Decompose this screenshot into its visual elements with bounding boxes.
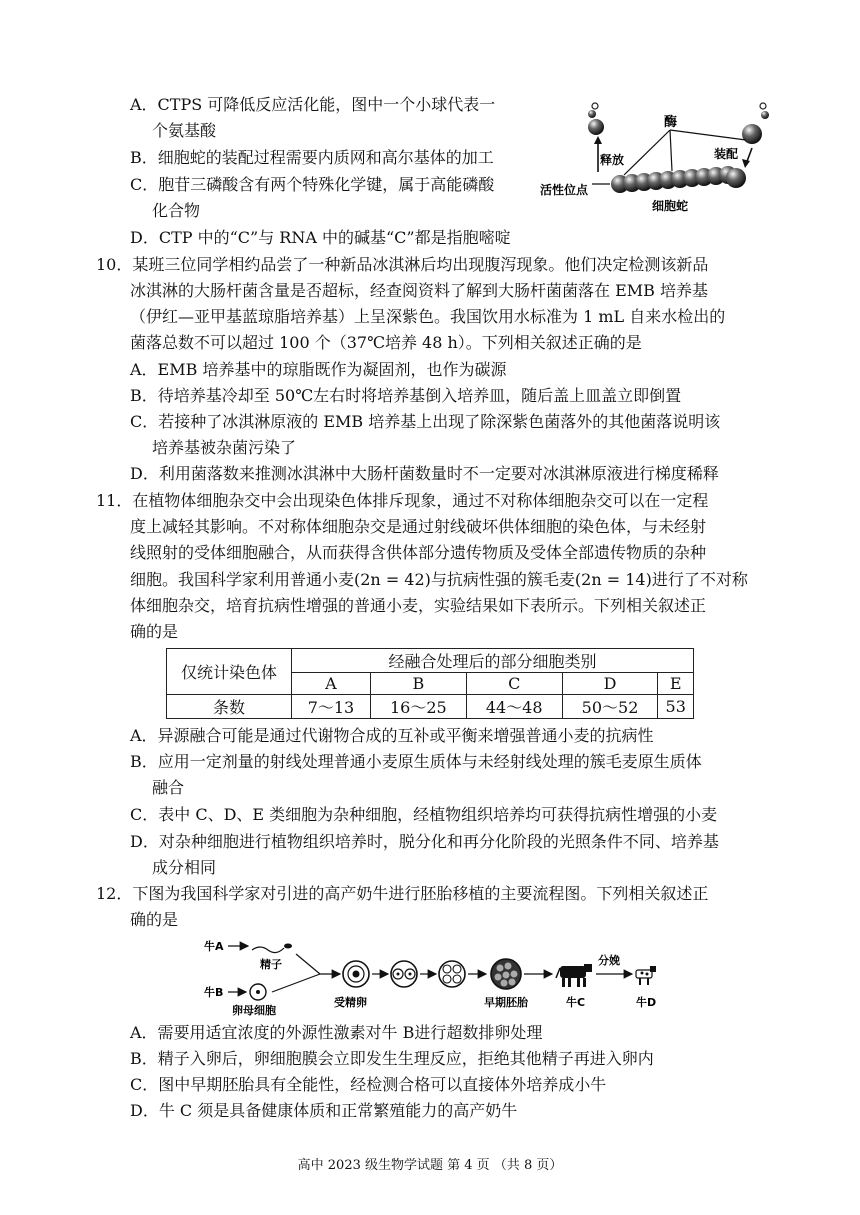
q10-stem-line2: 冰淇淋的大肠杆菌含量是否超标，经查阅资料了解到大肠杆菌菌落在 EMB 培养基: [130, 281, 708, 300]
early-embryo-label: 早期胚胎: [484, 996, 528, 1009]
embryo-transfer-flowchart: [200, 934, 670, 1020]
assemble-label: 装配: [714, 147, 739, 161]
q9-option-a-line2: 个氨基酸: [152, 121, 217, 140]
four-cell-embryo-icon: [439, 961, 465, 987]
birth-label: 分娩: [598, 954, 620, 967]
table-category-e: E: [658, 673, 694, 695]
cow-c-icon: [556, 964, 592, 987]
active-site-label: 活性位点: [540, 183, 589, 197]
q11-stem-line4: 细胞。我国科学家利用普通小麦(2n = 42)与抗病性强的簇毛麦(2n = 14)进行了不对称: [130, 570, 748, 589]
cow-d-icon: [636, 966, 656, 985]
sperm-label: 精子: [260, 958, 282, 971]
table-count-c: 44～48: [466, 695, 562, 719]
zygote-label: 受精卵: [334, 996, 367, 1009]
table-count-label: 条数: [167, 695, 292, 719]
table-group-header: 经融合处理后的部分细胞类别: [292, 649, 694, 673]
table-category-d: D: [562, 673, 658, 695]
q12-option-d: D．牛 C 须是具备健康体质和正常繁殖能力的高产奶牛: [130, 1101, 518, 1120]
q12-option-b: B．精子入卵后，卵细胞膜会立即发生生理反应，拒绝其他精子再进入卵内: [130, 1049, 654, 1068]
cow-d-label: 牛D: [636, 996, 657, 1009]
cytoophidium-figure: [540, 98, 780, 218]
q9-option-c-line1: C．胞苷三磷酸含有两个特殊化学键，属于高能磷酸: [130, 175, 495, 194]
table-category-a: A: [292, 673, 371, 695]
q11-stem-line6: 确的是: [130, 622, 179, 641]
q11-option-c: C．表中 C、D、E 类细胞为杂种细胞，经植物组织培养均可获得抗病性增强的小麦: [130, 805, 718, 824]
q11-option-a: A．异源融合可能是通过代谢物合成的互补或平衡来增强普通小麦的抗病性: [130, 726, 654, 745]
table-count-b: 16～25: [370, 695, 466, 719]
q11-option-d-line1: D．对杂种细胞进行植物组织培养时，脱分化和再分化阶段的光照条件不同、培养基: [130, 832, 719, 851]
q12-option-a: A．需要用适宜浓度的外源性激素对牛 B进行超数排卵处理: [130, 1023, 543, 1042]
oocyte-label: 卵母细胞: [232, 1004, 276, 1017]
q10-option-b: B．待培养基冷却至 50℃左右时将培养基倒入培养皿，随后盖上皿盖立即倒置: [130, 386, 682, 405]
q11-stem-line5: 体细胞杂交，培育抗病性增强的普通小麦，实验结果如下表所示。下列相关叙述正: [130, 596, 707, 615]
q10-stem-line3: （伊红—亚甲基蓝琼脂培养基）上呈深紫色。我国饮用水标准为 1 mL 自来水检出的: [130, 307, 726, 326]
q9-option-d: D．CTP 中的“C”与 RNA 中的碱基“C”都是指胞嘧啶: [130, 228, 511, 247]
q9-option-a-line1: A．CTPS 可降低反应活化能，图中一个小球代表一: [130, 95, 496, 114]
q10-option-a: A．EMB 培养基中的琼脂既作为凝固剂，也作为碳源: [130, 360, 507, 379]
cow-b-label: 牛B: [204, 986, 224, 999]
q10-option-d: D．利用菌落数来推测冰淇淋中大肠杆菌数量时不一定要对冰淇淋原液进行梯度稀释: [130, 464, 719, 483]
q12-stem-line2: 确的是: [130, 910, 179, 929]
q11-stem-line1: 11．在植物体细胞杂交中会出现染色体排斥现象，通过不对称体细胞杂交可以在一定程: [96, 491, 709, 510]
q11-stem-line3: 线照射的受体细胞融合，从而获得含供体部分遗传物质及受体全部遗传物质的杂种: [130, 543, 707, 562]
cow-c-label: 牛C: [566, 996, 586, 1009]
q9-option-c-line2: 化合物: [152, 201, 201, 220]
q10-option-c-line1: C．若接种了冰淇淋原液的 EMB 培养基上出现了除深紫色菌落外的其他菌落说明该: [130, 412, 721, 431]
sperm-icon: [252, 947, 284, 953]
filament-chain: [611, 166, 746, 193]
q10-stem-line4: 菌落总数不可以超过 100 个（37℃培养 48 h）。下列相关叙述正确的是: [130, 333, 642, 352]
q12-option-c: C．图中早期胚胎具有全能性，经检测合格可以直接体外培养成小牛: [130, 1075, 607, 1094]
q11-option-b-line1: B．应用一定剂量的射线处理普通小麦原生质体与未经射线处理的簇毛麦原生质体: [130, 752, 702, 771]
table-category-b: B: [370, 673, 466, 695]
release-label: 释放: [600, 153, 625, 167]
q9-option-b: B．细胞蛇的装配过程需要内质网和高尔基体的加工: [130, 148, 494, 167]
page-footer: 高中 2023 级生物学试题 第 4 页 （共 8 页）: [297, 1158, 563, 1173]
q10-option-c-line2: 培养基被杂菌污染了: [152, 438, 297, 457]
q11-option-b-line2: 融合: [152, 778, 185, 797]
enzyme-label: 酶: [664, 115, 678, 130]
table-row-header: 仅统计染色体: [167, 649, 292, 695]
table-count-e: 53: [658, 695, 694, 719]
q12-stem-line1: 12．下图为我国科学家对引进的高产奶牛进行胚胎移植的主要流程图。下列相关叙述正: [96, 884, 709, 903]
q11-option-d-line2: 成分相同: [152, 858, 217, 877]
chromosome-count-table: [166, 648, 694, 719]
table-category-c: C: [466, 673, 562, 695]
table-count-a: 7～13: [292, 695, 371, 719]
q11-stem-line2: 度上减轻其影响。不对称体细胞杂交是通过射线破坏供体细胞的染色体，与未经射: [130, 517, 707, 536]
q10-stem-line1: 10．某班三位同学相约品尝了一种新品冰淇淋后均出现腹泻现象。他们决定检测该新品: [96, 255, 709, 274]
two-cell-embryo-icon: [391, 961, 417, 987]
cytoophidium-label: 细胞蛇: [652, 199, 689, 213]
table-count-d: 50～52: [562, 695, 658, 719]
cow-a-label: 牛A: [204, 940, 224, 953]
